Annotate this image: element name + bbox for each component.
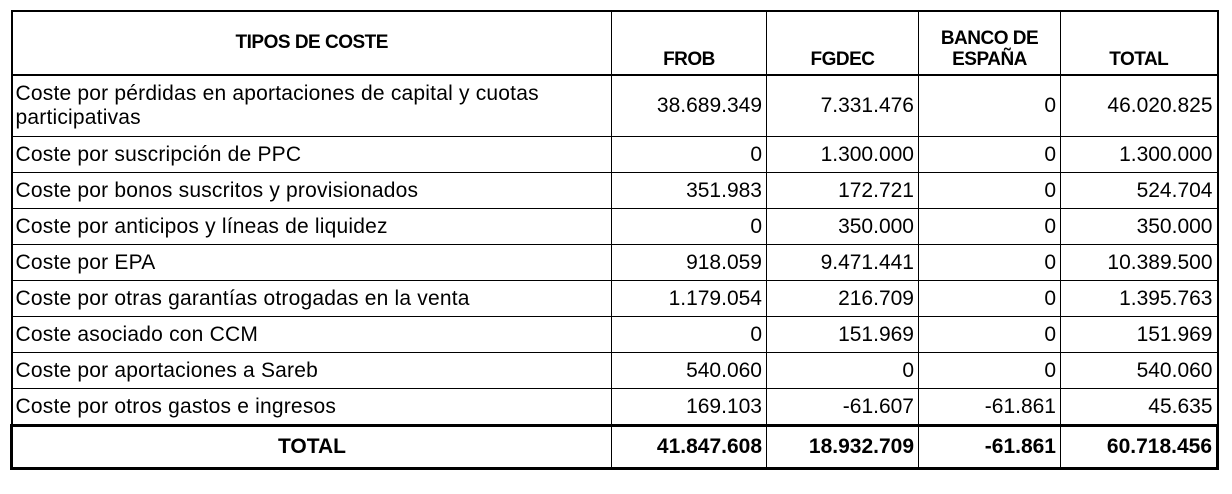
cell-total: 45.635 [1061, 389, 1218, 426]
cell-fgdec: 7.331.476 [767, 75, 919, 137]
total-fgdec: 18.932.709 [767, 426, 919, 469]
cell-frob: 540.060 [612, 353, 767, 389]
cell-frob: 0 [612, 317, 767, 353]
total-total: 60.718.456 [1061, 426, 1218, 469]
table-row [12, 137, 1218, 173]
cell-banco-de-espana: 0 [919, 209, 1061, 245]
cell-banco-de-espana: -61.861 [919, 389, 1061, 426]
table-row [12, 173, 1218, 209]
cell-total: 10.389.500 [1061, 245, 1218, 281]
cell-banco-de-espana: 0 [919, 137, 1061, 173]
row-label: Coste por suscripción de PPC [12, 137, 612, 173]
table-row [12, 389, 1218, 426]
row-label: Coste por pérdidas en aportaciones de capital y cuotas participativas [12, 75, 612, 137]
cell-banco-de-espana: 0 [919, 75, 1061, 137]
cell-total: 1.300.000 [1061, 137, 1218, 173]
header-frob: FROB [612, 11, 767, 75]
cell-total: 350.000 [1061, 209, 1218, 245]
cell-frob: 38.689.349 [612, 75, 767, 137]
cell-total: 524.704 [1061, 173, 1218, 209]
table-row [12, 281, 1218, 317]
row-label: Coste por bonos suscritos y provisionados [12, 173, 612, 209]
total-row [12, 426, 1218, 469]
cell-banco-de-espana: 0 [919, 281, 1061, 317]
cell-total: 46.020.825 [1061, 75, 1218, 137]
cell-fgdec: 151.969 [767, 317, 919, 353]
cell-fgdec: 1.300.000 [767, 137, 919, 173]
cell-fgdec: 350.000 [767, 209, 919, 245]
cell-frob: 918.059 [612, 245, 767, 281]
cell-fgdec: 0 [767, 353, 919, 389]
cell-banco-de-espana: 0 [919, 317, 1061, 353]
cell-fgdec: -61.607 [767, 389, 919, 426]
table-row [12, 317, 1218, 353]
cell-frob: 0 [612, 137, 767, 173]
header-fgdec: FGDEC [767, 11, 919, 75]
row-label: Coste por EPA [12, 245, 612, 281]
header-tipos-de-coste: TIPOS DE COSTE [12, 11, 612, 75]
row-label: Coste por aportaciones a Sareb [12, 353, 612, 389]
cell-frob: 0 [612, 209, 767, 245]
header-banco-de-espana-text: BANCO DE ESPAÑA [940, 28, 1039, 70]
cell-frob: 1.179.054 [612, 281, 767, 317]
table-row [12, 209, 1218, 245]
cost-table [10, 10, 1219, 470]
cell-banco-de-espana: 0 [919, 173, 1061, 209]
total-frob: 41.847.608 [612, 426, 767, 469]
cell-banco-de-espana: 0 [919, 353, 1061, 389]
cell-frob: 169.103 [612, 389, 767, 426]
cell-total: 540.060 [1061, 353, 1218, 389]
table-row [12, 353, 1218, 389]
header-row [12, 11, 1218, 75]
table-row [12, 245, 1218, 281]
row-label: Coste por otras garantías otrogadas en la venta [12, 281, 612, 317]
cell-fgdec: 9.471.441 [767, 245, 919, 281]
cell-total: 151.969 [1061, 317, 1218, 353]
table-body [12, 75, 1218, 469]
cell-banco-de-espana: 0 [919, 245, 1061, 281]
total-label: TOTAL [12, 426, 612, 469]
row-label: Coste por anticipos y líneas de liquidez [12, 209, 612, 245]
row-label: Coste asociado con CCM [12, 317, 612, 353]
row-label: Coste por otros gastos e ingresos [12, 389, 612, 426]
cell-fgdec: 216.709 [767, 281, 919, 317]
header-banco-de-espana [919, 11, 1061, 75]
cell-frob: 351.983 [612, 173, 767, 209]
header-total: TOTAL [1061, 11, 1218, 75]
cell-total: 1.395.763 [1061, 281, 1218, 317]
table-row [12, 75, 1218, 137]
total-banco-de-espana: -61.861 [919, 426, 1061, 469]
cell-fgdec: 172.721 [767, 173, 919, 209]
